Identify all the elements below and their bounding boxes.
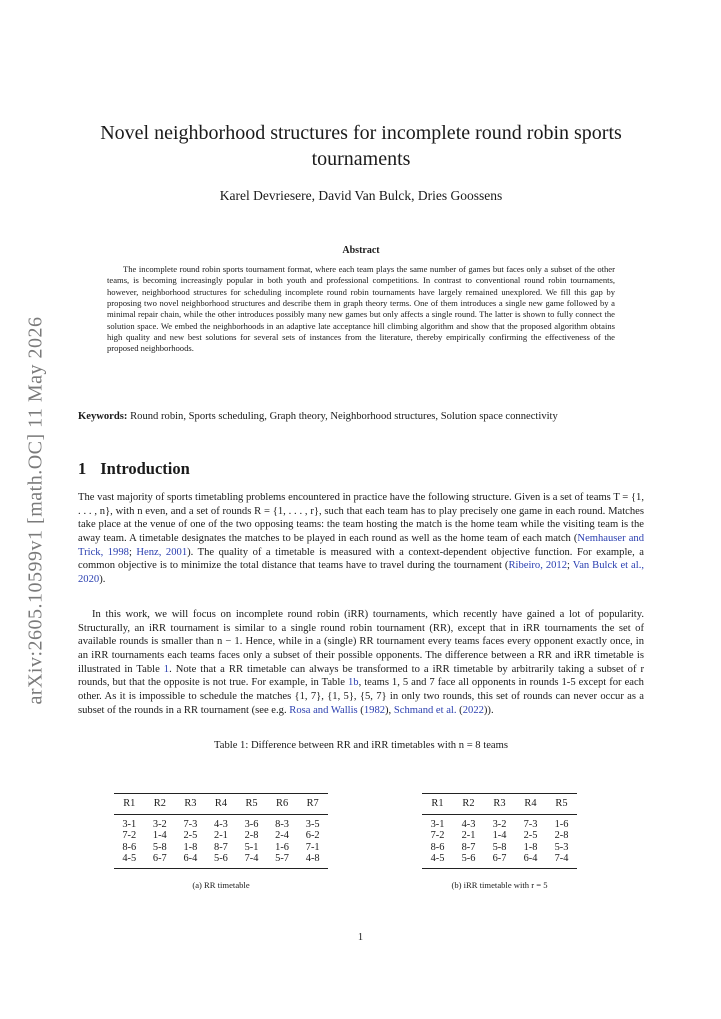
para2-text-2: . Note that a RR timetable can always be transformed to a iRR timetable by arbitrarily taking a subset of r rounds, but that the opposite is not true. For example, in Table — [78, 663, 645, 689]
keywords — [78, 410, 644, 424]
citation-link[interactable]: Ribeiro, 2012 — [508, 560, 568, 572]
rr-subcaption: (a) RR timetable — [192, 880, 250, 890]
para2-text-4: ( — [357, 704, 364, 716]
table-cell: 2-8 — [244, 830, 259, 841]
table-cell: 8-7 — [214, 841, 228, 853]
table-cell: 5-8 — [152, 841, 167, 853]
para2-text-5: ), — [385, 704, 394, 716]
table-row — [422, 814, 577, 830]
keywords-label: Keywords: — [78, 411, 128, 422]
table-cell: 4-5 — [422, 853, 453, 868]
table-cell: 2-1 — [461, 830, 476, 841]
table-caption: Table 1: Difference between RR and iRR timetables with n = 8 teams — [214, 740, 508, 751]
table-cell: 2-4 — [275, 830, 290, 841]
abstract-text: The incomplete round robin sports tournament format, where each team plays the same number of games but faces only a subset of the other teams, is becoming increasingly popular in both youth and professional competitions. In contrast to conventional round robin tournaments, however, neighborhood structures for scheduling incomplete round robin tournaments have largely remained unexplored. We fill this gap by proposing two novel neighborhood structures and describe them in graph theory terms. One of them introduces a single new game followed by a minimal repair chain, while the other introduces possibly many new games but only affects a single round. The latter is shown to fully connect the solution space. We embed the neighborhoods in an adaptive late acceptance hill climbing algorithm and show that the proposed algorithm obtains high quality and new best solutions for several sets of instances from the literature, thereby empirically confirming the effectiveness of the proposed neighborhoods. — [107, 264, 615, 354]
table-cell: 1-8 — [183, 841, 198, 853]
table-cell: 3-1 — [122, 818, 137, 830]
table-row — [422, 830, 577, 842]
table-cell: 4-8 — [297, 853, 328, 868]
table-cell: 1-4 — [152, 830, 167, 841]
paper-authors: Karel Devriesere, David Van Bulck, Dries Goossens — [219, 188, 503, 203]
table-header: R1 — [422, 794, 453, 815]
section-heading — [78, 459, 190, 479]
table-header-row — [114, 794, 328, 815]
table-cell: 1-8 — [523, 841, 538, 853]
table-header-row — [422, 794, 577, 815]
table-cell: 1-6 — [554, 818, 569, 830]
table-cell: 3-5 — [305, 818, 320, 830]
table-header: R4 — [515, 794, 546, 815]
table-cell: 8-6 — [122, 841, 137, 853]
citation-link[interactable]: Rosa and Wallis — [289, 704, 358, 716]
para2-text-3: , teams 1, 5 and 7 face all opponents in rounds 1-5 except for each other. As it is impossible to schedule the matches {1, 7}, {1, 5}, {5, 7} in only two rounds, this set of rounds can never occur as a subset of the rounds in a RR tournament (see e.g. — [78, 677, 644, 716]
table-row — [422, 842, 577, 854]
keywords-text: Round robin, Sports scheduling, Graph theory, Neighborhood structures, Solution space connectivity — [130, 411, 558, 422]
table-cell: 5-1 — [244, 841, 259, 853]
table-header: R2 — [145, 794, 176, 815]
table-cell: 7-3 — [183, 818, 198, 830]
table-cell: 2-5 — [523, 830, 538, 841]
table-cell: 5-6 — [453, 853, 484, 868]
table-cell: 7-3 — [523, 818, 538, 830]
section-number: 1 — [78, 459, 87, 478]
citation-link[interactable]: Schmand et al. — [393, 704, 457, 716]
table-cell: 1-4 — [492, 830, 507, 841]
table-header: R5 — [546, 794, 577, 815]
paragraph-2 — [78, 608, 644, 717]
table-cell: 8-7 — [461, 841, 476, 853]
table-cell: 7-4 — [546, 853, 577, 868]
table-cell: 6-2 — [305, 830, 320, 841]
table-cell: 8-6 — [430, 841, 445, 853]
arxiv-stamp — [16, 280, 56, 740]
paper-title: Novel neighborhood structures for incomplete round robin sports tournaments — [100, 122, 622, 170]
para1-text-5: ). — [99, 573, 106, 585]
table-cell: 6-4 — [515, 853, 546, 868]
arxiv-stamp-text: arXiv:2605.10599v1 [math.OC] 11 May 2026 — [24, 315, 47, 705]
table-cell: 4-3 — [214, 818, 228, 830]
page-number: 1 — [357, 932, 364, 943]
table-header: R3 — [484, 794, 515, 815]
table-row — [114, 814, 328, 830]
para1-text-2: ; — [128, 546, 137, 558]
table-cell: 2-8 — [554, 830, 569, 841]
table-ref-link[interactable]: 1b — [348, 677, 359, 689]
table-cell: 5-6 — [206, 853, 237, 868]
table-cell: 3-1 — [430, 818, 445, 830]
table-cell: 5-7 — [267, 853, 298, 868]
table-cell: 3-6 — [244, 818, 259, 830]
table-row — [114, 842, 328, 854]
table-cell: 7-2 — [430, 830, 445, 841]
irr-timetable — [422, 793, 577, 869]
rr-timetable — [114, 793, 328, 869]
table-cell: 5-8 — [492, 841, 507, 853]
para2-text-1: In this work, we will focus on incomplete round robin (iRR) tournaments, which recently have gained a lot of popularity. Structurally, an iRR tournament is similar to a single round robin tournament (RR), except that in iRR tournaments the set of available rounds is smaller than n − 1. Hence, while in a (single) RR tournament every teams faces every opponent exactly once, in an iRR tournaments each teams faces only a subset of their possible opponents. The difference between a RR and iRR timetable is illustrated in Table — [78, 609, 644, 675]
table-cell: 7-4 — [236, 853, 267, 868]
table-cell: 6-4 — [175, 853, 206, 868]
table-cell: 6-7 — [145, 853, 176, 868]
abstract-heading: Abstract — [342, 245, 380, 256]
table-cell: 1-6 — [275, 841, 290, 853]
table-cell: 4-5 — [114, 853, 145, 868]
table-cell: 5-3 — [554, 841, 569, 853]
para1-text-4: ; — [567, 560, 573, 572]
table-row — [422, 853, 577, 868]
table-cell: 2-1 — [214, 830, 228, 841]
table-header: R4 — [206, 794, 237, 815]
citation-link[interactable]: 1982 — [363, 704, 386, 716]
table-row — [114, 830, 328, 842]
table-header: R6 — [267, 794, 298, 815]
table-header: R5 — [236, 794, 267, 815]
irr-subcaption: (b) iRR timetable with r = 5 — [451, 880, 548, 890]
para1-text-3: ). The quality of a timetable is measured with a context-dependent objective function. For example, a common objective is to minimize the total distance that teams have to travel during the tournament ( — [78, 546, 644, 572]
citation-link[interactable]: Henz, 2001 — [136, 546, 188, 558]
table-cell: 4-3 — [461, 818, 476, 830]
citation-link[interactable]: Nemhauser and Trick, 1998 — [78, 532, 644, 558]
table-ref-link[interactable]: 1 — [163, 663, 170, 675]
table-header: R7 — [297, 794, 328, 815]
table-cell: 7-2 — [122, 830, 137, 841]
table-cell: 6-7 — [484, 853, 515, 868]
para2-text-6: ( — [456, 704, 463, 716]
para2-text-7: )). — [483, 704, 494, 716]
table-cell: 7-1 — [305, 841, 320, 853]
table-cell: 3-2 — [152, 818, 167, 830]
citation-link[interactable]: Van Bulck et al., 2020 — [78, 560, 644, 585]
table-cell: 3-2 — [492, 818, 507, 830]
table-cell: 8-3 — [275, 818, 290, 830]
table-cell: 2-5 — [183, 830, 198, 841]
table-header: R1 — [114, 794, 145, 815]
table-header: R2 — [453, 794, 484, 815]
citation-link[interactable]: 2022 — [462, 704, 484, 716]
table-row — [114, 853, 328, 868]
table-header: R3 — [175, 794, 206, 815]
section-title: Introduction — [100, 459, 190, 478]
paragraph-1 — [78, 491, 644, 587]
para1-text-1: The vast majority of sports timetabling problems encountered in practice have the following structure. Given is a set of teams T = {1, . . . , n}, with n even, and a set of rounds R = {1, . . . , r}, such that each team has to play precisely one game in each round. Matches take place at the venue of one of the two opposing teams: the team hosting the match is the home team while the visiting team is the away team. A timetable designates the matches to be played in each round as well as the home team of each match ( — [78, 492, 644, 544]
